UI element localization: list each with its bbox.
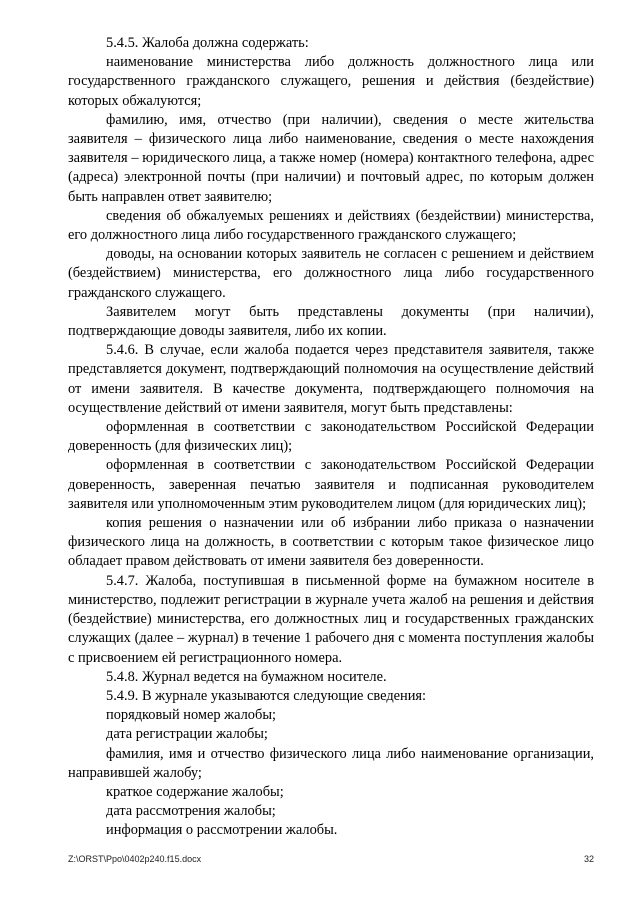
paragraph-5-4-8-journal-paper: 5.4.8. Журнал ведется на бумажном носителе. (106, 668, 387, 685)
paragraph-5-4-6-representative: 5.4.6. В случае, если жалоба подается через представителя заявителя, также представляется документ, подтверждающий полномочия на осуществление действий от имени заявителя. В качестве документа, подтверждающего полномочия на осуществление действий от имени заявителя, могут быть представлены: (68, 342, 594, 416)
list-item-serial-number: порядковый номер жалобы; (106, 707, 276, 724)
list-item-summary: краткое содержание жалобы; (106, 783, 284, 800)
paragraph-arguments: доводы, на основании которых заявитель не согласен с решением и действием (бездействием) министерства, его должностного лица либо государственного гражданского служащего. (68, 246, 594, 301)
paragraph-power-of-attorney-individuals: оформленная в соответствии с законодательством Российской Федерации доверенность (для физических лиц); (68, 419, 594, 455)
footer-file-path: Z:\ORST\Ppo\0402p240.f15.docx (68, 854, 202, 864)
paragraph-decisions-info: сведения об обжалуемых решениях и действиях (бездействии) министерства, его должностного лица либо государственного гражданского служащего; (68, 207, 594, 244)
list-item-review-date: дата рассмотрения жалобы; (106, 803, 276, 820)
paragraph-5-4-9-journal-fields: 5.4.9. В журнале указываются следующие сведения: (106, 687, 427, 704)
footer-page-number: 32 (583, 854, 594, 864)
paragraph-ministry-name: наименование министерства либо должность должностного лица или государственного гражданского служащего, решения и действия (бездействие) которых обжалуются; (68, 54, 594, 109)
list-item-review-info: информация о рассмотрении жалобы. (106, 822, 338, 839)
list-item-applicant-name: фамилия, имя и отчество физического лица либо наименование организации, направившей жалобу; (68, 745, 594, 781)
paragraph-5-4-7-registration: 5.4.7. Жалоба, поступившая в письменной форме на бумажном носителе в министерство, подлежит регистрации в журнале учета жалоб на решения и действия (бездействие) министерства, его должностных лиц и государственных гражданских служащих (далее – журнал) в течение 1 рабочего дня с момента поступления жалобы с присвоением ей регистрационного номера. (68, 572, 594, 666)
paragraph-supporting-documents: Заявителем могут быть представлены документы (при наличии), подтверждающие доводы заявителя, либо их копии. (68, 303, 594, 340)
paragraph-power-of-attorney-legal-entities: оформленная в соответствии с законодательством Российской Федерации доверенность, заверенная печатью заявителя и подписанная руководителем заявителя или уполномоченным этим руководителем лицом (для юридических лиц); (68, 457, 594, 512)
paragraph-applicant-details: фамилию, имя, отчество (при наличии), сведения о месте жительства заявителя – физического лица либо наименование, сведения о месте нахождения заявителя – юридического лица, а также номер (номера) контактного телефона, адрес (адреса) электронной почты (при наличии) и почтовый адрес, по которым должен быть направлен ответ заявителю; (68, 111, 594, 205)
paragraph-5-4-5-heading: 5.4.5. Жалоба должна содержать: (106, 35, 309, 51)
list-item-registration-date: дата регистрации жалобы; (106, 726, 268, 743)
document-body (68, 34, 594, 841)
paragraph-appointment-decision-copy: копия решения о назначении или об избрании либо приказа о назначении физического лица на должность, в соответствии с которым такое физическое лицо обладает правом действовать от имени заявителя без доверенности. (68, 515, 594, 570)
